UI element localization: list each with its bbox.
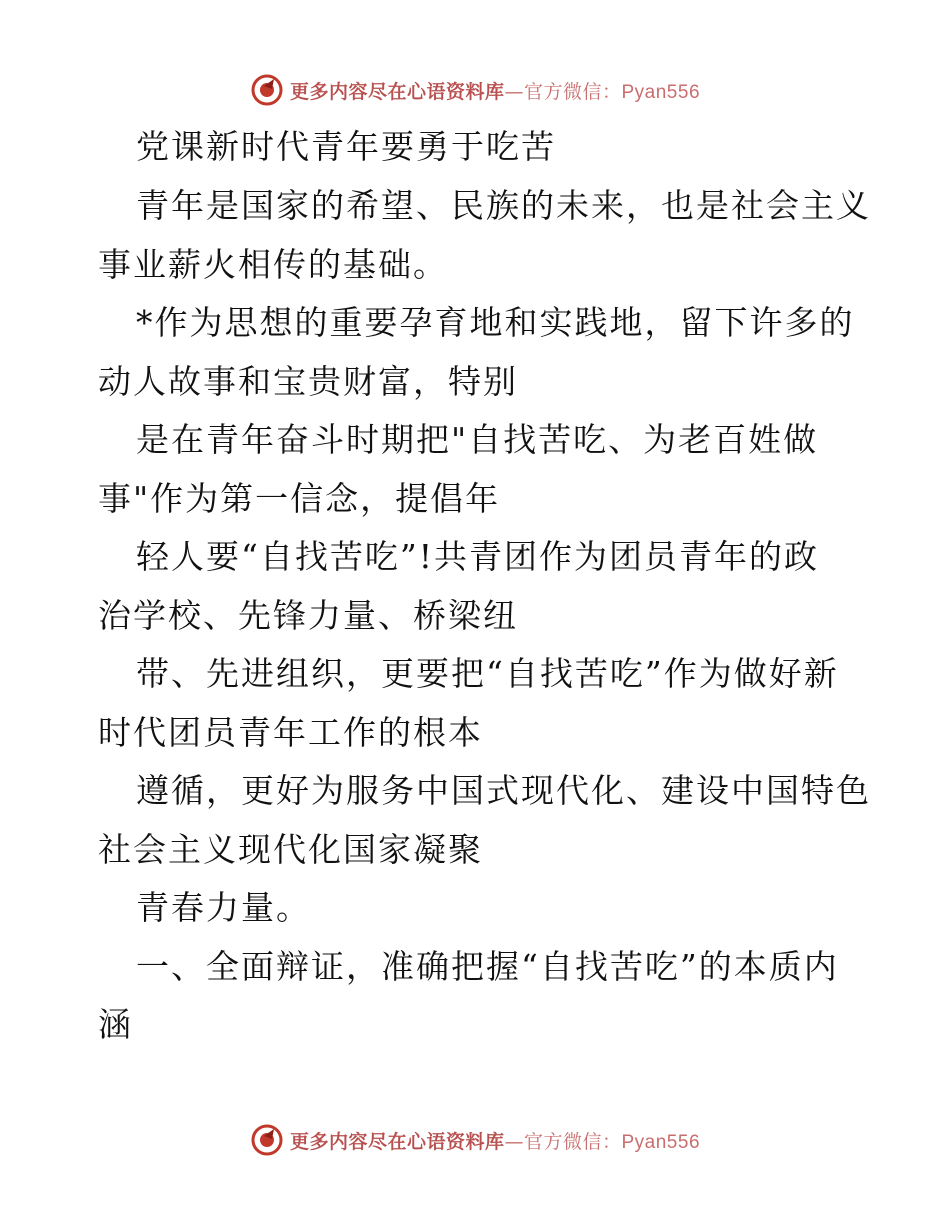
watermark-text: [290, 1127, 700, 1154]
section-heading: 一、全面辩证，准确把握“自找苦吃”的本质内: [136, 947, 839, 986]
paragraph-line: 带、先进组织，更要把“自找苦吃”作为做好新: [136, 654, 839, 693]
watermark-label: 官方微信：: [523, 1130, 622, 1153]
paragraph-line: 遵循，更好为服务中国式现代化、建设中国特色: [136, 771, 871, 810]
paragraph-line: 社会主义现代化国家凝聚: [98, 830, 483, 869]
watermark-dash: —: [504, 1130, 524, 1153]
paragraph-line: 事"作为第一信念，提倡年: [98, 479, 501, 518]
watermark-brand: 更多内容尽在心语资料库: [289, 1130, 505, 1153]
paragraph-line: 轻人要“自找苦吃”!共青团作为团员青年的政: [136, 537, 820, 576]
paragraph-line: 事业薪火相传的基础。: [98, 245, 448, 284]
document-title: 党课新时代青年要勇于吃苦: [136, 127, 556, 166]
brand-logo-icon: [250, 1123, 284, 1157]
paragraph-line: 时代团员青年工作的根本: [98, 713, 483, 752]
watermark-wechat-id: Pyan556: [621, 1131, 701, 1153]
paragraph-line: 动人故事和宝贵财富，特别: [98, 362, 518, 401]
watermark-label: 官方微信：: [523, 80, 622, 103]
paragraph-line: 治学校、先锋力量、桥梁纽: [98, 596, 518, 635]
paragraph-line: 涵: [98, 1005, 133, 1044]
paragraph-line: 青年是国家的希望、民族的未来，也是社会主义: [136, 186, 871, 225]
watermark-dash: —: [504, 80, 524, 103]
header-watermark: [0, 70, 950, 110]
paragraph-line: 是在青年奋斗时期把"自找苦吃、为老百姓做: [136, 420, 819, 459]
paragraph-line: 青春力量。: [136, 888, 311, 927]
watermark-text: [290, 77, 700, 104]
brand-logo-icon: [250, 73, 284, 107]
watermark-wechat-id: Pyan556: [621, 81, 701, 103]
footer-watermark: [0, 1120, 950, 1160]
watermark-brand: 更多内容尽在心语资料库: [289, 80, 505, 103]
paragraph-line: *作为思想的重要孕育地和实践地，留下许多的: [136, 303, 855, 342]
